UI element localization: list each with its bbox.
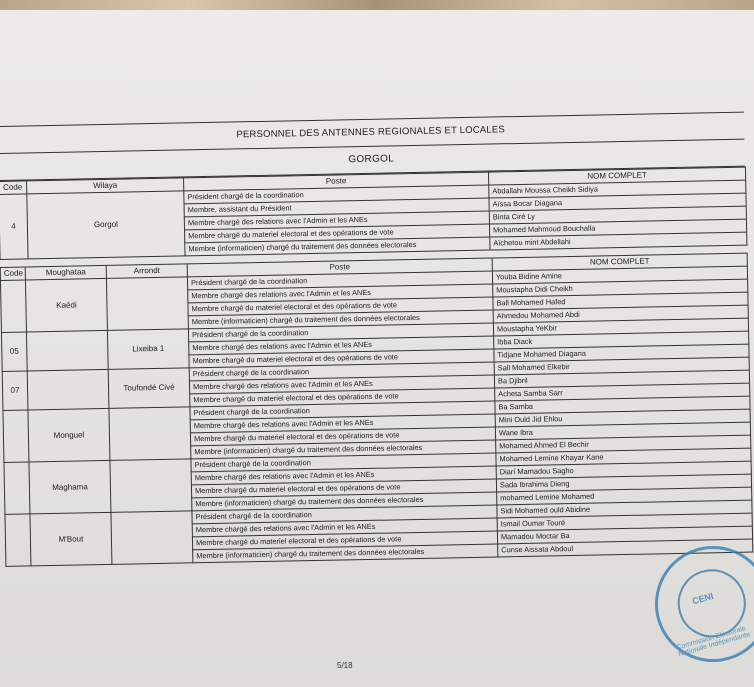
poste-cell: Président chargé de la coordination [189, 362, 494, 381]
moughataa-cell: Maghama [29, 460, 111, 514]
nom-cell: Mohamed Lemine Khayar Kane [496, 448, 751, 466]
header-nom-complet: NOM COMPLET [492, 253, 747, 271]
nom-cell: Diarí Mamadou Sagho [496, 461, 751, 479]
poste-cell: Membre chargé du materiel electoral et des opérations de vote [188, 297, 493, 316]
nom-cell: Mohamed Ahmed El Bechir [496, 435, 751, 453]
nom-cell: Moustapha Didi Cheikh [493, 279, 748, 297]
arrondt-cell: Lixeiba 1 [107, 329, 189, 370]
nom-cell: Ball Mohamed Hafed [493, 292, 748, 310]
moughataa-cell [27, 369, 109, 410]
nom-cell: Aïssa Bocar Diagana [489, 193, 746, 211]
nom-cell: Aïchetou mint Abdellahi [490, 232, 747, 250]
poste-cell: Membre (informaticien) chargé du traitement des données electorales [188, 310, 493, 329]
nom-cell: Youba Bidine Amine [492, 266, 747, 284]
poste-cell: Membre chargé des relations avec l'Admin et les ANEs [190, 414, 495, 433]
arrondt-cell [106, 277, 188, 331]
poste-cell: Membre chargé du materiel electoral et des opérations de vote [192, 531, 497, 550]
poste-cell: Membre chargé du materiel electoral et des opérations de vote [185, 224, 490, 243]
nom-cell: Sall Mohamed Elkebir [494, 357, 749, 375]
wilaya-name: Gorgol [27, 191, 185, 259]
nom-cell: Ba Djibril [494, 370, 749, 388]
wilaya-table [0, 167, 747, 260]
local-table [0, 253, 753, 567]
poste-cell: Membre chargé du materiel electoral et des opérations de vote [191, 479, 496, 498]
poste-cell: Membre chargé des relations avec l'Admin et les ANEs [188, 284, 493, 303]
poste-cell: Président chargé de la coordination [184, 185, 489, 204]
page-number: 5/18 [337, 661, 353, 670]
nom-cell: Ahmedou Mohamed Abdi [493, 305, 748, 323]
poste-cell: Membre (informaticien) chargé du traitement des données electorales [191, 440, 496, 459]
stamp-ring-text: Commission Electorale Nationale Indépendante [675, 625, 752, 659]
poste-cell: Membre (informaticien) chargé du traitement des données electorales [185, 237, 490, 256]
moughataa-cell: M'Bout [30, 512, 112, 566]
poste-cell: Membre (informaticien) chargé du traitement des données electorales [192, 492, 497, 511]
header-moughataa: Moughataa [25, 265, 106, 280]
nom-cell: Binta Ciré Ly [489, 206, 746, 224]
nom-cell: Acheta Samba Sarr [495, 383, 750, 401]
poste-cell: Membre chargé du materiel electoral et des opérations de vote [190, 388, 495, 407]
header-poste: Poste [184, 172, 489, 191]
poste-cell: Membre, assistant du Président [184, 198, 489, 217]
code-cell [3, 410, 29, 462]
nom-cell: Tidjane Mohamed Diagana [494, 344, 749, 362]
wilaya-title: GORGOL [0, 140, 745, 181]
nom-cell: Sada Ibrahima Dieng [496, 474, 751, 492]
nom-cell: Sidi Mohamed ould Abidine [497, 500, 752, 518]
poste-cell: Président chargé de la coordination [192, 505, 497, 524]
header-wilaya: Wilaya [27, 178, 184, 194]
moughataa-cell: Kaédi [25, 278, 107, 332]
nom-cell: Mini Ould Jid Ehlou [495, 409, 750, 427]
header-arrondt: Arrondt [106, 264, 187, 279]
arrondt-cell [110, 459, 192, 513]
code-cell [4, 462, 30, 514]
wilaya-code: 4 [0, 194, 28, 260]
code-cell: 07 [2, 371, 28, 410]
nom-cell: Moustapha YeKbir [493, 318, 748, 336]
poste-cell: Président chargé de la coordination [190, 401, 495, 420]
poste-cell: Membre (informaticien) chargé du traitement des données electorales [193, 544, 498, 563]
poste-cell: Membre chargé des relations avec l'Admin et les ANEs [189, 375, 494, 394]
code-cell: 05 [1, 332, 27, 371]
poste-cell: Président chargé de la coordination [191, 453, 496, 472]
nom-cell: mohamed Lemine Mohamed [497, 487, 752, 505]
header-code: Code [0, 267, 25, 280]
nom-cell: Ibba Diack [494, 331, 749, 349]
poste-cell: Membre chargé des relations avec l'Admin et les ANEs [192, 518, 497, 537]
poste-cell: Président chargé de la coordination [187, 271, 492, 290]
header-nom-complet: NOM COMPLET [488, 167, 745, 185]
stamp-label: CENI [691, 590, 715, 607]
arrondt-cell [109, 407, 191, 461]
header-code: Code [0, 181, 27, 195]
poste-cell: Membre chargé du materiel electoral et des opérations de vote [190, 427, 495, 446]
moughataa-cell: Monguel [28, 408, 110, 462]
nom-cell: Mamadou Moctar Ba [497, 526, 752, 544]
nom-cell: Ismail Oumar Touré [497, 513, 752, 531]
poste-cell: Membre chargé des relations avec l'Admin et les ANEs [191, 466, 496, 485]
code-cell [5, 514, 31, 566]
nom-cell: Cunse Aissata Abdoul [498, 539, 753, 557]
nom-cell: Abdallahi Moussa Cheikh Sidiya [489, 180, 746, 198]
nom-cell: Ba Samba [495, 396, 750, 414]
poste-cell: Président chargé de la coordination [188, 323, 493, 342]
code-cell [0, 280, 26, 332]
header-poste: Poste [187, 258, 492, 277]
nom-cell: Mohamed Mahmoud Bouchalla [489, 219, 746, 237]
poste-cell: Membre chargé des relations avec l'Admin et les ANEs [184, 211, 489, 230]
moughataa-cell [26, 330, 108, 371]
poste-cell: Membre chargé des relations avec l'Admin et les ANEs [189, 336, 494, 355]
nom-cell: Wane Ibra [495, 422, 750, 440]
arrondt-cell: Toufondé Civé [108, 368, 190, 409]
arrondt-cell [111, 511, 193, 565]
document-body [0, 112, 752, 567]
document-title: PERSONNEL DES ANTENNES REGIONALES ET LOCALES [0, 112, 744, 154]
poste-cell: Membre chargé du materiel electoral et des opérations de vote [189, 349, 494, 368]
